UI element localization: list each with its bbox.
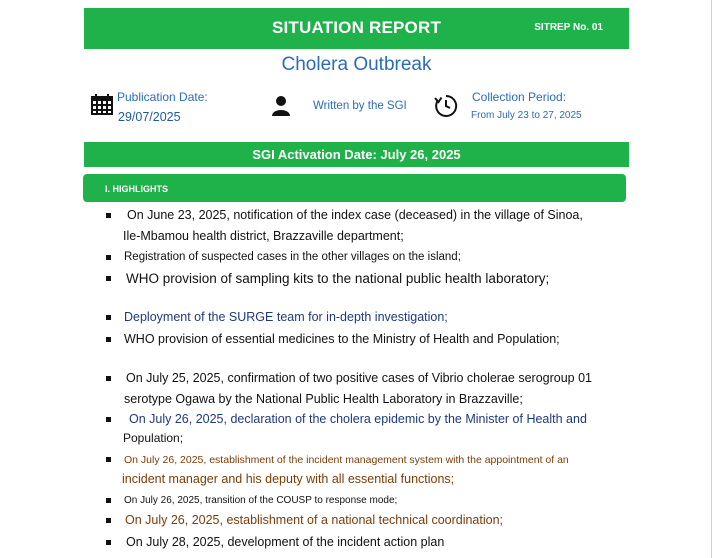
clock-refresh-icon [434,94,458,118]
list-item: On July 26, 2025, establishment of the incident management system with the appointment of an incident manager and his deputy with all essential functions; [124,451,569,489]
person-icon [270,95,292,117]
list-item: Deployment of the SURGE team for in-depth investigation; [124,307,448,328]
list-item: On July 26, 2025, transition of the COUSP to response mode; [124,491,397,510]
list-item: On July 26, 2025, establishment of a national technical coordination; [125,510,503,531]
activation-date: SGI Activation Date: July 26, 2025 [252,147,461,162]
report-title: SITUATION REPORT [271,18,442,37]
list-item: On July 28, 2025, development of the incident action plan [126,532,444,553]
title-banner [84,8,629,49]
collection-period-label: Collection Period: [472,90,567,104]
highlights-heading-bar [83,174,626,202]
collection-period-value: From July 23 to 27, 2025 [471,110,582,121]
activation-banner [84,142,629,167]
highlights-heading: I. HIGHLIGHTS [105,184,168,194]
written-by: Written by the SGI [313,100,407,112]
list-item: WHO provision of sampling kits to the national public health laboratory; [126,268,549,289]
list-item: On July 26, 2025, declaration of the cholera epidemic by the Minister of Health and Population; [123,409,587,447]
list-item: Registration of suspected cases in the other villages on the island; [124,247,461,268]
report-subtitle: Cholera Outbreak [281,54,432,75]
list-item: On June 23, 2025, notification of the index case (deceased) in the village of Sinoa, Ile-Mbamou health district, Brazzaville department; [124,205,583,247]
list-item: WHO provision of essential medicines to the Ministry of Health and Population; [124,329,560,350]
calendar-icon [90,94,114,116]
sitrep-number: SITREP No. 01 [534,22,603,33]
publication-date-label: Publication Date: [117,90,208,104]
publication-date-value: 29/07/2025 [118,110,181,124]
list-item: On July 25, 2025, confirmation of two positive cases of Vibrio cholerae serogroup 01 serotype Ogawa by the National Public Health Laboratory in Brazzaville; [124,368,592,410]
